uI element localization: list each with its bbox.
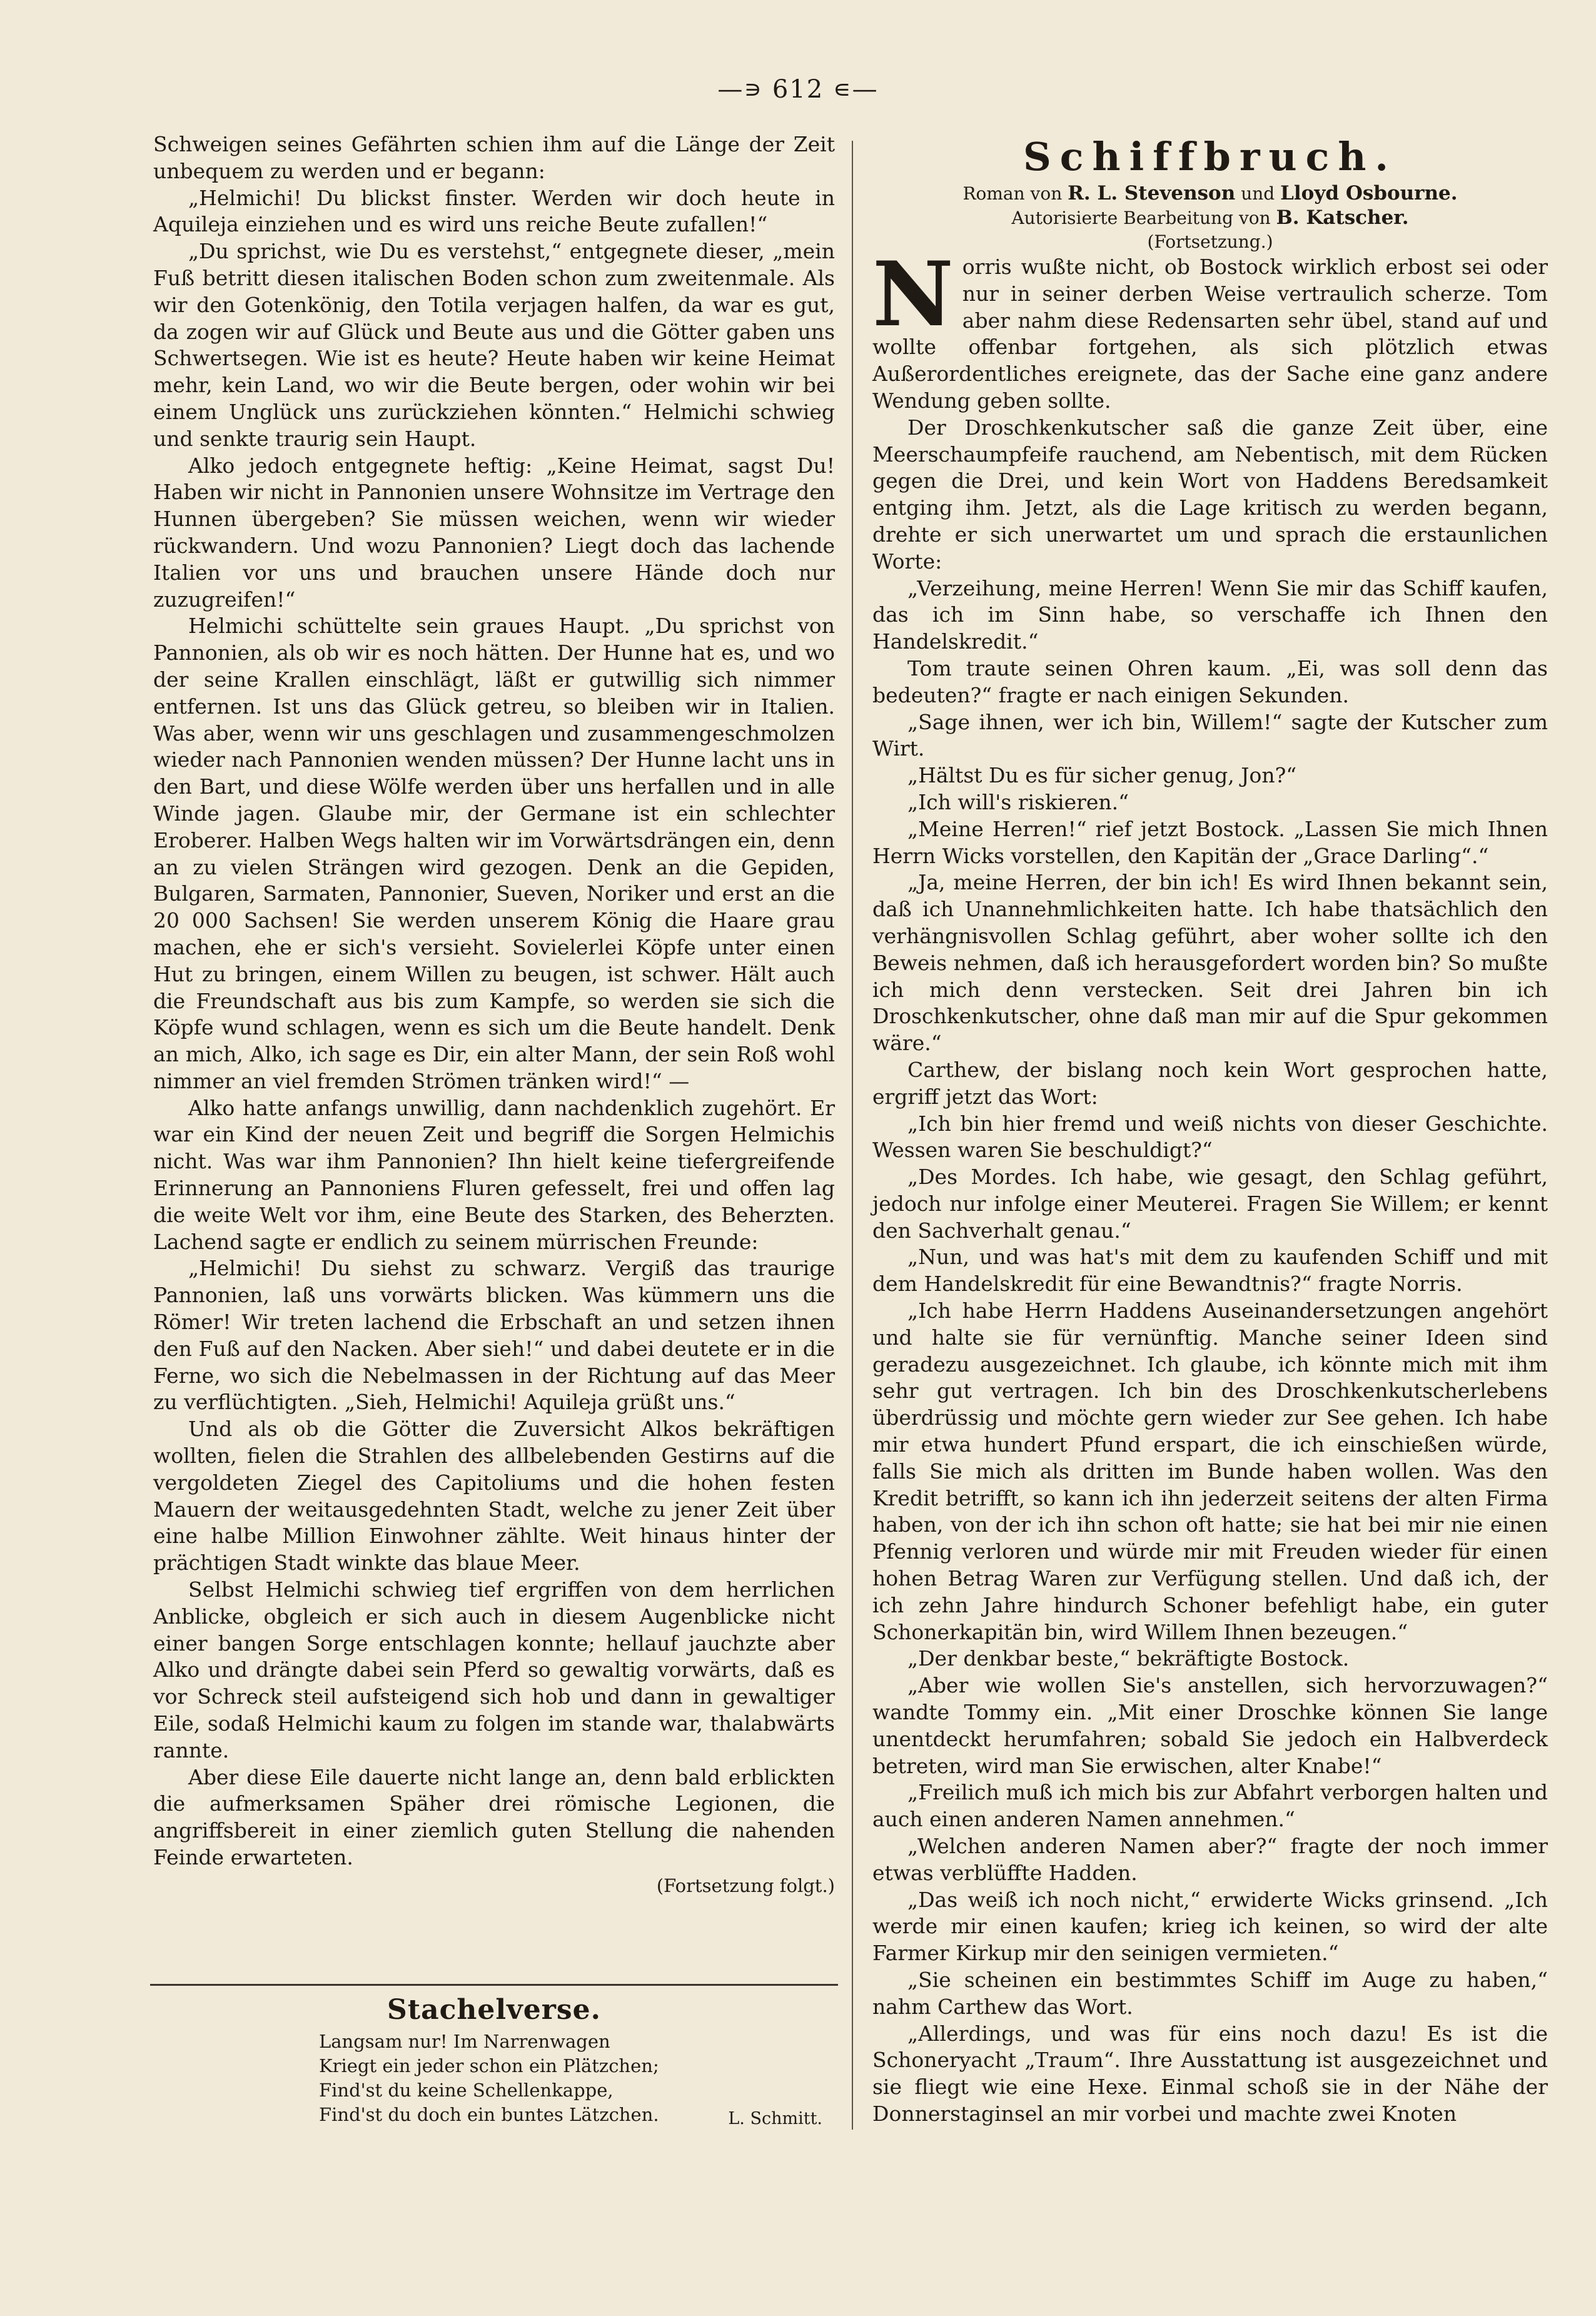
poem-line: Kriegt ein jeder schon ein Plätzchen; (319, 2055, 659, 2076)
paragraph: Alko hatte anfangs unwillig, dann nachdenklich zugehört. Er war ein Kind der neuen Zeit und begriff die Sorgen Helmichis nicht. Was war ihm Pannonien? Ihn hielt keine tiefergreifende Erinnerung an Pannoniens Fluren gefesselt, frei und offen lag die weite Welt vor ihm, eine Beute des Starken, des Beherzten. Lachend sagte er endlich zu seinem mürrischen Freunde: (153, 1095, 835, 1254)
paragraph: „Des Mordes. Ich habe, wie gesagt, den Schlag geführt, jedoch nur infolge einer Meuterei. Fragen Sie Willem; er kennt den Sachverhalt genau.“ (872, 1165, 1548, 1243)
paragraph: „Nun, und was hat's mit dem zu kaufenden Schiff und mit dem Handelskredit für eine Bewandtnis?“ fragte Norris. (872, 1245, 1548, 1297)
drop-cap: N (872, 243, 954, 346)
left-column (153, 131, 835, 1899)
poem-line: Find'st du keine Schellenkappe, (319, 2080, 614, 2101)
page-number-value: 612 (772, 75, 824, 104)
right-column (872, 131, 1548, 2128)
paragraph: „Ich habe Herrn Haddens Auseinandersetzungen angehört und halte sie für vernünftig. Manche seiner Ideen sind geradezu ausgezeichnet. Ich glaube, ich könnte mich mit ihm sehr gut vertragen. Ich bin des Droschkenkutscherlebens überdrüssig und möchte gern wieder zur See gehen. Ich habe mir etwa hundert Pfund erspart, die ich einschießen würde, falls Sie mich als dritten im Bunde haben wollen. Was den Kredit betrifft, so kann ich ihn jederzeit seitens der alten Firma haben, von der ich ihn schon oft hatte; sie hat bei mir nie einen Pfennig verloren und würde mir mit Freuden wieder für einen hohen Betrag Waren zur Verfügung stellen. Und daß ich, der ich zehn Jahre hindurch Schoner befehligt habe, ein guter Schonerkapitän bin, wird Willem Ihnen bezeugen.“ (872, 1298, 1548, 1644)
paragraph: Aber diese Eile dauerte nicht lange an, denn bald erblickten die aufmerksamen Späher drei römische Legionen, die angriffsbereit in einer ziemlich guten Stellung die nahenden Feinde erwarteten. (153, 1764, 835, 1869)
paragraph: Selbst Helmichi schwieg tief ergriffen von dem herrlichen Anblicke, obgleich er sich auch in diesem Augenblicke nicht einer bangen Sorge entschlagen konnte; hellauf jauchzte aber Alko und drängte dabei sein Pferd so gewaltig vorwärts, daß es vor Schreck steil aufsteigend sich hob und dann in gewaltiger Eile, sodaß Helmichi kaum zu folgen im stande war, thalabwärts rannte. (153, 1577, 835, 1762)
page-number (0, 75, 1596, 104)
continuation-note: (Fortsetzung.) (1147, 231, 1273, 252)
byline-prefix: Roman von (962, 183, 1063, 204)
poem-title: Stachelverse. (387, 1994, 601, 2026)
article-translation (872, 206, 1548, 230)
paragraph: „Der denkbar beste,“ bekräftigte Bostock. (907, 1646, 1350, 1671)
paragraph: Schweigen seines Gefährten schien ihm auf die Länge der Zeit unbequem zu werden und er begann: (153, 132, 835, 183)
paragraph: „Ich will's riskieren.“ (907, 789, 1129, 814)
byline-author-2: Lloyd Osbourne. (1280, 182, 1458, 205)
first-paragraph-text: orris wußte nicht, ob Bostock wirklich erbost sei oder nur in seiner derben Weise vertraulich scherze. Tom aber nahm diese Redensarten sehr übel, stand auf und wollte offenbar fortgehen, als sich plötzlich etwas Außerordentliches ereignete, das der Sache eine ganz andere Wendung geben sollte. (872, 255, 1548, 413)
paragraph: „Sie scheinen ein bestimmtes Schiff im Auge zu haben,“ nahm Carthew das Wort. (872, 1968, 1548, 2019)
paragraph: „Ich bin hier fremd und weiß nichts von dieser Geschichte. Wessen waren Sie beschuldigt?“ (872, 1111, 1548, 1163)
paragraph: „Welchen anderen Namen aber?“ fragte der noch immer etwas verblüffte Hadden. (872, 1834, 1548, 1885)
paragraph: Der Droschkenkutscher saß die ganze Zeit über, eine Meerschaumpfeife rauchend, am Nebentisch, mit dem Rücken gegen die Drei, und kein Wort von Haddens Beredsamkeit entging ihm. Jetzt, als die Lage kritisch zu werden begann, drehte er sich unerwartet um und sprach die erstaunlichen Worte: (872, 415, 1548, 574)
translation-prefix: Autorisierte Bearbeitung von (1011, 208, 1271, 228)
paragraph: „Du sprichst, wie Du es verstehst,“ entgegnete dieser, „mein Fuß betritt diesen italischen Boden schon zum zweitenmale. Als wir den Gotenkönig, den Totila verjagen halfen, da war es gut, da zogen wir auf Glück und Beute aus und die Götter gaben uns Schwertsegen. Wie ist es heute? Heute haben wir keine Heimat mehr, kein Land, wo wir die Beute bergen, oder wohin wir bei einem Unglück uns zurückziehen könnten.“ Helmichi schwieg und senkte traurig sein Haupt. (153, 239, 835, 451)
paragraph: „Helmichi! Du siehst zu schwarz. Vergiß das traurige Pannonien, laß uns vorwärts blicken. Was kümmern uns die Römer! Wir treten lachend die Erbschaft an und setzen ihnen den Fuß auf den Nacken. Aber sieh!“ und dabei deutete er in die Ferne, wo sich die Nebelmassen in der Richtung auf das Meer zu verflüchtigten. „Sieh, Helmichi! Aquileja grüßt uns.“ (153, 1256, 835, 1415)
translator-name: B. Katscher. (1276, 206, 1409, 229)
page-ornament-left: —∍ (717, 75, 772, 104)
article-title: Schiffbruch. (1023, 134, 1397, 180)
paragraph: „Das weiß ich noch nicht,“ erwiderte Wicks grinsend. „Ich werde mir einen kaufen; krieg ich keinen, so wird der alte Farmer Kirkup mir den seinigen vermieten.“ (872, 1887, 1548, 1966)
paragraph: „Verzeihung, meine Herren! Wenn Sie mir das Schiff kaufen, das ich im Sinn habe, so verschaffe ich Ihnen den Handelskredit.“ (872, 575, 1548, 654)
section-divider (150, 1984, 838, 1986)
poem-line: Langsam nur! Im Narrenwagen (319, 2031, 610, 2052)
page-ornament-right: ∊— (824, 75, 879, 104)
paragraph: Alko jedoch entgegnete heftig: „Keine Heimat, sagst Du! Haben wir nicht in Pannonien unsere Wohnsitze im Vertrage den Hunnen übergeben? Sie müssen weichen, wenn wir wieder rückwandern. Und wozu Pannonien? Liegt doch das lachende Italien vor uns und brauchen unsere Hände doch nur zuzugreifen!“ (153, 453, 835, 612)
column-rule (852, 141, 853, 2130)
byline-and: und (1241, 183, 1275, 204)
paragraph: „Hältst Du es für sicher genug, Jon?“ (907, 763, 1297, 788)
paragraph: „Ja, meine Herren, der bin ich! Es wird Ihnen bekannt sein, daß ich Unannehmlichkeiten hatte. Ich habe thatsächlich den verhängnisvollen Schlag geführt, aber woher sollte ich den Beweis nehmen, daß ich herausgefordert worden bin? So mußte ich mich denn verstecken. Seit drei Jahren bin ich Droschkenkutscher, ohne daß man mir auf die Spur gekommen wäre.“ (872, 870, 1548, 1056)
paragraph: „Meine Herren!“ rief jetzt Bostock. „Lassen Sie mich Ihnen Herrn Wicks vorstellen, den Kapitän der „Grace Darling“.“ (872, 816, 1548, 868)
paragraph: „Allerdings, und was für eins noch dazu! Es ist die Schoneryacht „Traum“. Ihre Ausstattung ist ausgezeichnet und sie fliegt wie eine Hexe. Einmal schoß sie in der Nähe der Donnerstaginsel an mir vorbei und machte zwei Knoten (872, 2021, 1548, 2126)
article-byline (872, 181, 1548, 206)
poem-block (153, 1994, 835, 2127)
paragraph: „Helmichi! Du blickst finster. Werden wir doch heute in Aquileja einziehen und es wird uns reiche Beute zufallen!“ (153, 185, 835, 237)
poem-line: Find'st du doch ein buntes Lätzchen. (319, 2104, 659, 2125)
paragraph: „Freilich muß ich mich bis zur Abfahrt verborgen halten und auch einen anderen Namen annehmen.“ (872, 1780, 1548, 1832)
paragraph: „Aber wie wollen Sie's anstellen, sich hervorzuwagen?“ wandte Tommy ein. „Mit einer Droschke können Sie lange unentdeckt herumfahren; sobald Sie jedoch ein Halbverdeck betreten, wird man Sie erwischen, alter Knabe!“ (872, 1673, 1548, 1778)
paragraph: Helmichi schüttelte sein graues Haupt. „Du sprichst von Pannonien, als ob wir es noch hätten. Der Hunne hat es, und wo der seine Krallen einschlägt, läßt er gutwillig sich nimmer entfernen. Ist uns das Glück getreu, so bleiben wir in Italien. Was aber, wenn wir uns geschlagen und zusammengeschmolzen wieder nach Pannonien wenden müssen? Der Hunne lacht uns in den Bart, und diese Wölfe werden über uns herfallen und in alle Winde jagen. Glaube mir, der Germane ist ein schlechter Eroberer. Halben Wegs halten wir im Vorwärtsdrängen ein, denn an zu vielen Strängen wird gezogen. Denk an die Gepiden, Bulgaren, Sarmaten, Pannonier, Sueven, Noriker und erst an die 20 000 Sachsen! Sie werden unserem König die Haare grau machen, ehe er sich's versieht. Sovielerlei Köpfe unter einen Hut zu bringen, einem Willen zu beugen, ist schwer. Hält auch die Freundschaft aus bis zum Kampfe, so werden sie sich die Köpfe wund schlagen, wenn es sich um die Beute handelt. Denk an mich, Alko, ich sage es Dir, ein alter Mann, der sein Roß wohl nimmer an viel fremden Strömen tränken wird!“ — (153, 614, 835, 1093)
paragraph: Carthew, der bislang noch kein Wort gesprochen hatte, ergriff jetzt das Wort: (872, 1057, 1548, 1109)
byline-author-1: R. L. Stevenson (1068, 182, 1236, 205)
poem-author: L. Schmitt. (728, 2109, 822, 2128)
continued-note: (Fortsetzung folgt.) (656, 1874, 835, 1896)
paragraph: „Sage ihnen, wer ich bin, Willem!“ sagte der Kutscher zum Wirt. (872, 709, 1548, 761)
paragraph: Tom traute seinen Ohren kaum. „Ei, was soll denn das bedeuten?“ fragte er nach einigen Sekunden. (872, 655, 1548, 707)
first-paragraph (872, 243, 1548, 415)
paragraph: Und als ob die Götter die Zuversicht Alkos bekräftigen wollten, fielen die Strahlen des allbelebenden Gestirns auf die vergoldeten Ziegel des Capitoliums und die hohen festen Mauern der weitausgedehnten Stadt, welche zu jener Zeit über eine halbe Million Einwohner zählte. Weit hinaus hinter der prächtigen Stadt winkte das blaue Meer. (153, 1417, 835, 1575)
